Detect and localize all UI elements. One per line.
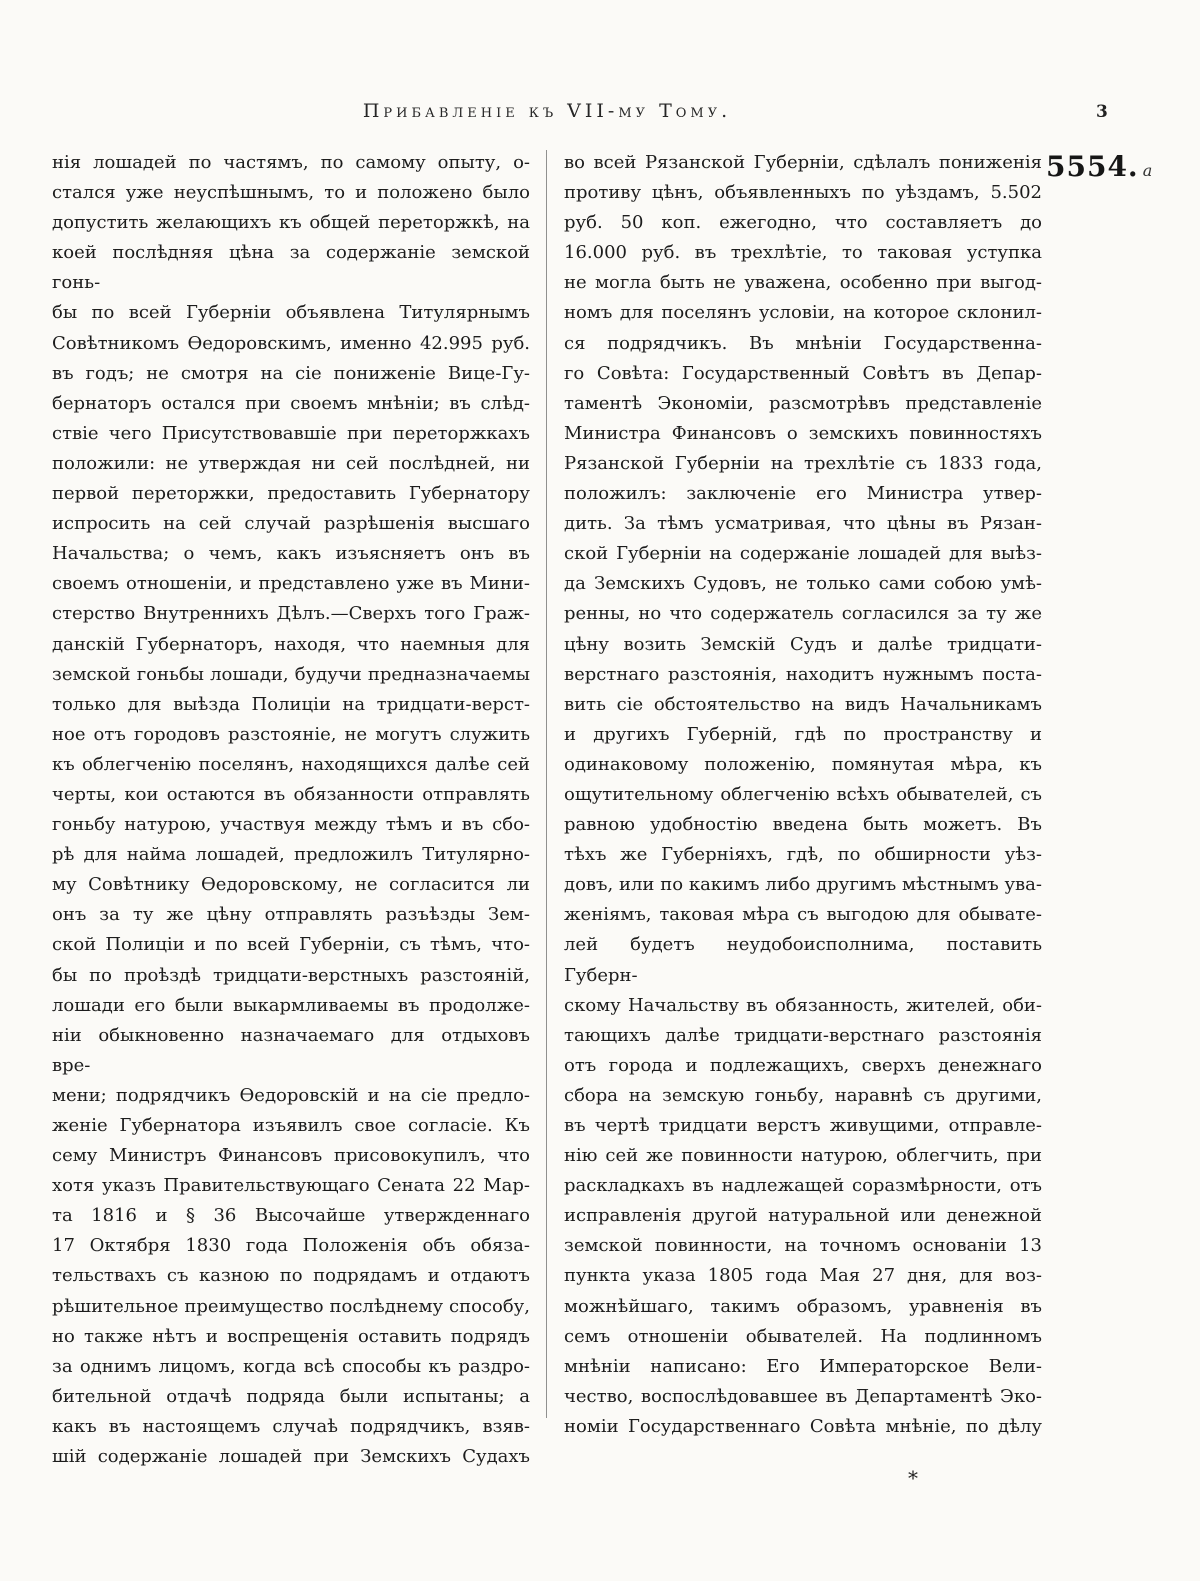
text-line: и другихъ Губерній, гдѣ по пространству и: [564, 723, 1042, 745]
text-line: номъ для поселянъ условіи, на которое склонил-: [564, 302, 1042, 324]
text-line: та 1816 и § 36 Высочайше утвержденнаго: [52, 1205, 530, 1227]
text-line: довъ, или по какимъ либо другимъ мѣстнымъ ува-: [564, 874, 1042, 896]
footnote-asterisk: *: [908, 1466, 918, 1490]
text-line: таментѣ Экономіи, разсмотрѣвъ представленіе: [564, 392, 1042, 414]
text-line: Министра Финансовъ о земскихъ повинностяхъ: [564, 422, 1042, 444]
text-line: ся подрядчикъ. Въ мнѣніи Государственна-: [564, 332, 1042, 354]
text-line: ніи обыкновенно назначаемаго для отдыховъ вре-: [52, 1024, 530, 1076]
text-line: стался уже неуспѣшнымъ, то и положено было: [52, 182, 530, 204]
text-line: бительной отдачѣ подряда были испытаны; а: [52, 1385, 530, 1407]
text-line: ствіе чего Присутствовавшіе при переторжкахъ: [52, 422, 530, 444]
text-line: положили: не утверждая ни сей послѣдней, ни: [52, 452, 530, 474]
text-line: цѣну возить Земскій Судъ и далѣе тридцати-: [564, 633, 1042, 655]
text-line: тѣхъ же Губерніяхъ, гдѣ, по обширности уѣз-: [564, 844, 1042, 866]
text-line: семъ отношеніи обывателей. На подлинномъ: [564, 1325, 1042, 1347]
text-line: ное отъ городовъ разстояніе, не могутъ служить: [52, 723, 530, 745]
text-line: одинаковому положенію, помянутая мѣра, къ: [564, 753, 1042, 775]
text-line: мнѣніи написано: Его Императорское Вели-: [564, 1355, 1042, 1377]
page-number: 3: [1096, 102, 1108, 122]
text-line: отъ города и подлежащихъ, сверхъ денежнаго: [564, 1054, 1042, 1076]
text-line: номіи Государственнаго Совѣта мнѣніе, по дѣлу: [564, 1415, 1042, 1437]
annotation-number: 5554.: [1046, 150, 1139, 183]
text-line: испросить на сей случай разрѣшенія высшаго: [52, 513, 530, 535]
text-line: ской Полиціи и по всей Губерніи, съ тѣмъ, что-: [52, 934, 530, 956]
text-line: за однимъ лицомъ, когда всѣ способы къ раздро-: [52, 1355, 530, 1377]
text-line: во всей Рязанской Губерніи, сдѣлалъ пониженія: [564, 152, 1042, 173]
text-line: рѣшительное преимущество послѣднему способу,: [52, 1295, 530, 1317]
text-line: въ чертѣ тридцати верстъ живущими, отправле-: [564, 1115, 1042, 1136]
annotation-letter: a: [1142, 161, 1153, 180]
text-line: онъ за ту же цѣну отправлять разъѣзды Зем-: [52, 904, 530, 926]
text-line: первой переторжки, предоставить Губернатору: [52, 483, 530, 505]
text-line: мени; подрядчикъ Ѳедоровскій и на сіе предло-: [52, 1084, 530, 1106]
text-line: раскладкахъ въ надлежащей соразмѣрности, отъ: [564, 1175, 1042, 1197]
text-line: женіе Губернатора изъявилъ свое согласіе. Къ: [52, 1115, 530, 1136]
text-line: да Земскихъ Судовъ, не только сами собою умѣ-: [564, 573, 1042, 595]
text-line: сбора на земскую гоньбу, наравнѣ съ другими,: [564, 1084, 1042, 1106]
text-line: Рязанской Губерніи на трехлѣтіе съ 1833 года,: [564, 452, 1042, 474]
text-line: нію сей же повинности натурою, облегчить, при: [564, 1145, 1042, 1167]
text-line: Начальства; о чемъ, какъ изъясняетъ онъ въ: [52, 543, 530, 565]
margin-annotation: [1046, 150, 1152, 183]
text-line: коей послѣдняя цѣна за содержаніе земской гонь-: [52, 242, 530, 294]
page-title: Прибавленіе къ VII-му Тому.: [362, 100, 732, 122]
text-line: го Совѣта: Государственный Совѣтъ въ Депар-: [564, 362, 1042, 384]
text-line: рѣ для найма лошадей, предложилъ Титулярно-: [52, 844, 530, 866]
text-line: лей будетъ неудобоисполнима, поставить Губерн-: [564, 934, 1042, 986]
text-line: тающихъ далѣе тридцати-верстнаго разстоянія: [564, 1024, 1042, 1046]
text-line: пункта указа 1805 года Мая 27 дня, для воз-: [564, 1265, 1042, 1287]
text-line: земской гоньбы лошади, будучи предназначаемы: [52, 663, 530, 685]
text-line: не могла быть не уважена, особенно при выгод-: [564, 272, 1042, 294]
text-line: тельствахъ съ казною по подрядамъ и отдаютъ: [52, 1265, 530, 1287]
text-line: хотя указъ Правительствующаго Сената 22 Мар-: [52, 1175, 530, 1197]
text-line: положилъ: заключеніе его Министра утвер-: [564, 483, 1042, 505]
text-line: 17 Октября 1830 года Положенія объ обяза-: [52, 1235, 530, 1257]
text-line: верстнаго разстоянія, находитъ нужнымъ поста-: [564, 663, 1042, 685]
text-line: земской повинности, на точномъ основаніи 13: [564, 1235, 1042, 1257]
text-line: исправленія другой натуральной или денежной: [564, 1205, 1042, 1227]
text-line: въ годъ; не смотря на сіе пониженіе Вице-Гу-: [52, 362, 530, 384]
text-line: вить сіе обстоятельство на видъ Начальникамъ: [564, 693, 1042, 715]
text-line: му Совѣтнику Ѳедоровскому, не согласится ли: [52, 874, 530, 896]
text-line: стерство Внутреннихъ Дѣлъ.—Сверхъ того Граж-: [52, 603, 530, 625]
text-line: дить. За тѣмъ усматривая, что цѣны въ Рязан-: [564, 513, 1042, 535]
right-column: [564, 148, 1042, 1472]
text-line: допустить желающихъ къ общей переторжкѣ, на: [52, 212, 530, 234]
text-line: ощутительному облегченію всѣхъ обывателей, съ: [564, 783, 1042, 805]
text-line: женіямъ, таковая мѣра съ выгодою для обывате-: [564, 904, 1042, 926]
text-line: руб. 50 коп. ежегодно, что составляетъ до: [564, 212, 1042, 234]
text-line: бы по всей Губерніи объявлена Титулярнымъ: [52, 302, 530, 324]
text-line: гоньбу натурою, участвуя между тѣмъ и въ сбо-: [52, 814, 530, 836]
text-line: скому Начальству въ обязанность, жителей, оби-: [564, 994, 1042, 1016]
text-line: къ облегченію поселянъ, находящихся далѣе сей: [52, 753, 530, 775]
text-line: своемъ отношеніи, и представлено уже въ Мини-: [52, 573, 530, 595]
text-line: сему Министръ Финансовъ присовокупилъ, что: [52, 1145, 530, 1167]
text-line: но также нѣтъ и воспрещенія оставить подрядъ: [52, 1325, 530, 1347]
text-line: ренны, но что содержатель согласился за ту же: [564, 603, 1042, 625]
text-line: равною удобностію введена быть можетъ. Въ: [564, 814, 1042, 836]
text-line: черты, кои остаются въ обязанности отправлять: [52, 783, 530, 805]
text-line: ской Губерніи на содержаніе лошадей для выѣз-: [564, 543, 1042, 565]
text-line: Совѣтникомъ Ѳедоровскимъ, именно 42.995 руб.: [52, 332, 530, 354]
text-line: лошади его были выкармливаемы въ продолже-: [52, 994, 530, 1016]
text-line: какъ въ настоящемъ случаѣ подрядчикъ, взяв-: [52, 1415, 530, 1437]
text-line: только для выѣзда Полиціи на тридцати-верст-: [52, 693, 530, 715]
text-line: бы по проѣздѣ тридцати-верстныхъ разстояній,: [52, 964, 530, 986]
text-line: чество, воспослѣдовавшее въ Департаментѣ Эко-: [564, 1385, 1042, 1407]
text-line: можнѣйшаго, такимъ образомъ, уравненія въ: [564, 1295, 1042, 1317]
text-line: шій содержаніе лошадей при Земскихъ Судахъ: [52, 1446, 530, 1468]
left-column: [52, 148, 530, 1472]
text-line: данскій Губернаторъ, находя, что наемныя для: [52, 633, 530, 655]
text-line: нія лошадей по частямъ, по самому опыту, о-: [52, 152, 530, 173]
text-columns: [52, 148, 1042, 1472]
text-line: противу цѣнъ, объявленныхъ по уѣздамъ, 5.502: [564, 182, 1042, 204]
text-line: 16.000 руб. въ трехлѣтіе, то таковая уступка: [564, 242, 1042, 264]
text-line: бернаторъ остался при своемъ мнѣніи; въ слѣд-: [52, 392, 530, 414]
